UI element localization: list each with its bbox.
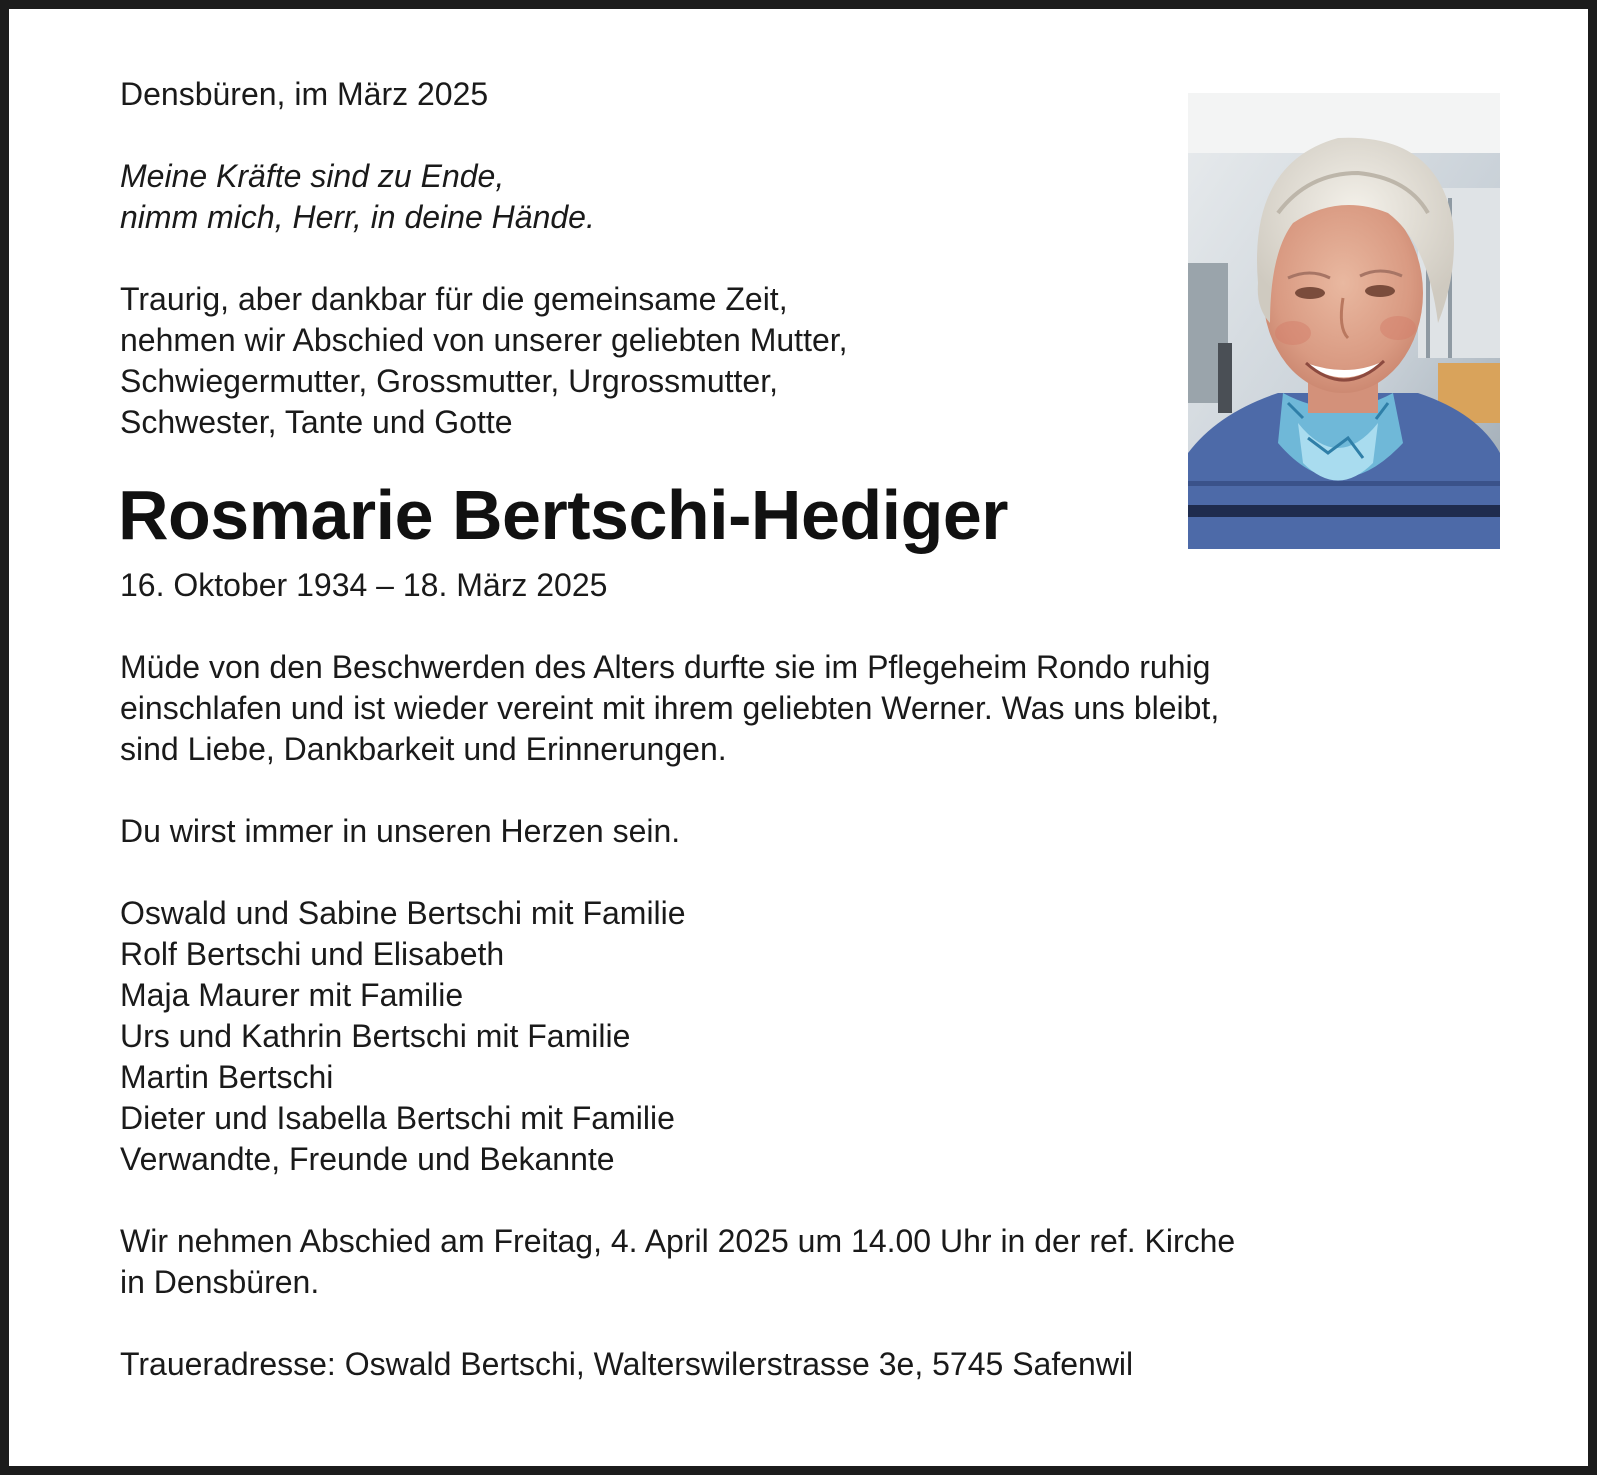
intro-line: nehmen wir Abschied von unserer geliebten Mutter, xyxy=(120,322,848,358)
intro-line: Schwester, Tante und Gotte xyxy=(120,404,513,440)
verse-line: Meine Kräfte sind zu Ende, xyxy=(120,158,505,194)
service-info xyxy=(120,1221,1460,1303)
intro-line: Traurig, aber dankbar für die gemeinsame Zeit, xyxy=(120,281,788,317)
service-line: Wir nehmen Abschied am Freitag, 4. April 2025 um 14.00 Uhr in der ref. Kirche xyxy=(120,1223,1236,1259)
place-date: Densbüren, im März 2025 xyxy=(120,76,489,112)
mourning-address: Traueradresse: Oswald Bertschi, Walterswilerstrasse 3e, 5745 Safenwil xyxy=(120,1346,1134,1382)
message-line: Müde von den Beschwerden des Alters durfte sie im Pflegeheim Rondo ruhig xyxy=(120,649,1211,685)
mourner: Verwandte, Freunde und Bekannte xyxy=(120,1141,615,1177)
portrait-illustration xyxy=(1188,93,1500,549)
mourner: Martin Bertschi xyxy=(120,1059,334,1095)
mourner: Urs und Kathrin Bertschi mit Familie xyxy=(120,1018,631,1054)
verse-line: nimm mich, Herr, in deine Hände. xyxy=(120,199,595,235)
portrait-photo xyxy=(1188,93,1500,549)
message xyxy=(120,647,1460,770)
mourners-list xyxy=(120,893,1460,1180)
message-line: sind Liebe, Dankbarkeit und Erinnerungen. xyxy=(120,731,727,767)
remembrance: Du wirst immer in unseren Herzen sein. xyxy=(120,813,681,849)
intro-line: Schwiegermutter, Grossmutter, Urgrossmutter, xyxy=(120,363,778,399)
deceased-name: Rosmarie Bertschi-Hediger xyxy=(118,476,1009,554)
service-line: in Densbüren. xyxy=(120,1264,320,1300)
mourner: Rolf Bertschi und Elisabeth xyxy=(120,936,505,972)
life-dates: 16. Oktober 1934 – 18. März 2025 xyxy=(120,567,608,603)
mourner: Oswald und Sabine Bertschi mit Familie xyxy=(120,895,686,931)
mourner: Dieter und Isabella Bertschi mit Familie xyxy=(120,1100,675,1136)
mourner: Maja Maurer mit Familie xyxy=(120,977,464,1013)
message-line: einschlafen und ist wieder vereint mit ihrem geliebten Werner. Was uns bleibt, xyxy=(120,690,1220,726)
